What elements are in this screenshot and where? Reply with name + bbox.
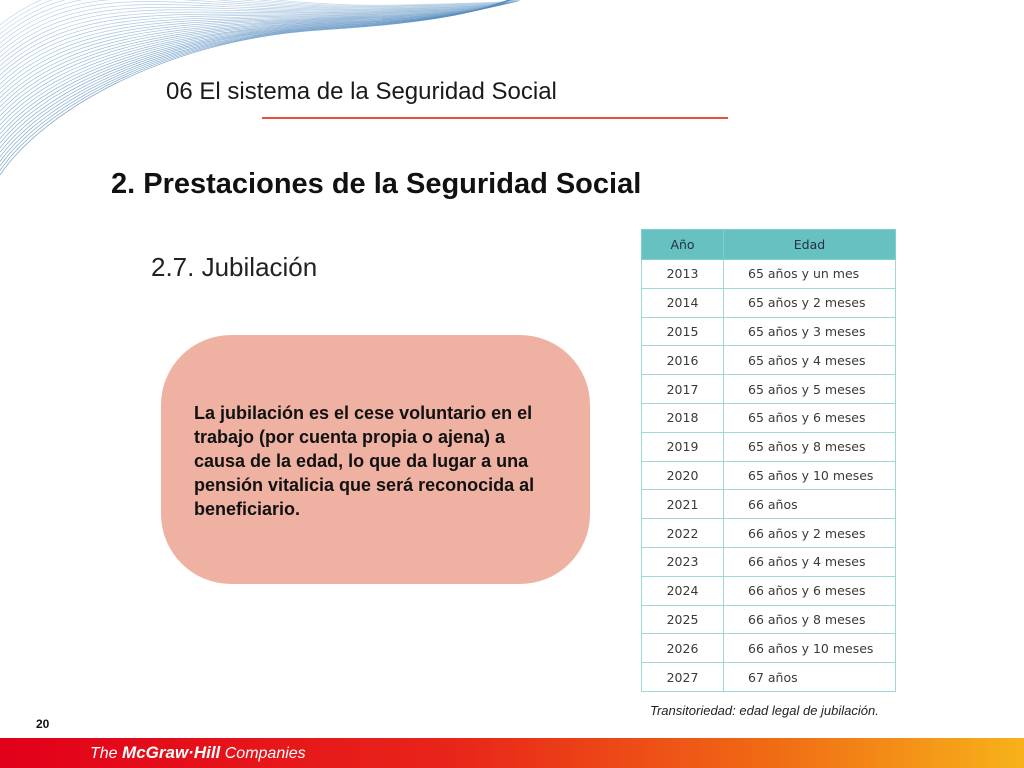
table-row: [642, 432, 896, 461]
table-row: [642, 547, 896, 576]
age-cell: 65 años y 8 meses: [724, 432, 896, 461]
age-cell: 65 años y un mes: [724, 260, 896, 289]
table-caption: Transitoriedad: edad legal de jubilación.: [650, 703, 879, 718]
year-cell: 2017: [642, 375, 724, 404]
age-cell: 66 años y 10 meses: [724, 634, 896, 663]
page-number: 20: [36, 717, 50, 731]
age-cell: 66 años y 8 meses: [724, 605, 896, 634]
table-row: [642, 317, 896, 346]
chapter-divider: [262, 117, 728, 119]
age-cell: 66 años y 4 meses: [724, 547, 896, 576]
table-row: [642, 403, 896, 432]
year-cell: 2027: [642, 663, 724, 692]
age-cell: 67 años: [724, 663, 896, 692]
table-row: [642, 288, 896, 317]
column-header-year: Año: [642, 230, 724, 260]
year-cell: 2015: [642, 317, 724, 346]
definition-text: La jubilación es el cese voluntario en el trabajo (por cuenta propia o ajena) a causa de la edad, lo que da lugar a una pensión vitalicia que será reconocida al beneficiario.: [194, 403, 535, 519]
year-cell: 2018: [642, 403, 724, 432]
year-cell: 2014: [642, 288, 724, 317]
year-cell: 2024: [642, 576, 724, 605]
age-cell: 65 años y 6 meses: [724, 403, 896, 432]
column-header-age: Edad: [724, 230, 896, 260]
year-cell: 2016: [642, 346, 724, 375]
table-row: [642, 260, 896, 289]
logo-suffix: Companies: [224, 745, 306, 762]
age-cell: 65 años y 3 meses: [724, 317, 896, 346]
publisher-logo: [90, 743, 306, 763]
subsection-title: 2.7. Jubilación: [151, 252, 318, 282]
year-cell: 2026: [642, 634, 724, 663]
table-row: [642, 490, 896, 519]
age-cell: 65 años y 10 meses: [724, 461, 896, 490]
table-row: [642, 346, 896, 375]
year-cell: 2013: [642, 260, 724, 289]
year-cell: 2023: [642, 547, 724, 576]
age-cell: 65 años y 4 meses: [724, 346, 896, 375]
logo-brand: McGraw·Hill: [122, 743, 221, 762]
retirement-age-table-container: [641, 229, 896, 692]
section-title: 2. Prestaciones de la Seguridad Social: [111, 168, 642, 200]
table-row: [642, 375, 896, 404]
age-cell: 65 años y 2 meses: [724, 288, 896, 317]
definition-callout: [161, 335, 590, 584]
age-cell: 66 años y 6 meses: [724, 576, 896, 605]
table-header-row: [642, 230, 896, 260]
table-row: [642, 576, 896, 605]
table-row: [642, 605, 896, 634]
year-cell: 2025: [642, 605, 724, 634]
table-row: [642, 634, 896, 663]
footer-bar: [0, 738, 1024, 768]
age-cell: 66 años y 2 meses: [724, 519, 896, 548]
chapter-title: 06 El sistema de la Seguridad Social: [166, 78, 557, 105]
table-row: [642, 519, 896, 548]
year-cell: 2020: [642, 461, 724, 490]
retirement-age-table: [641, 229, 896, 692]
age-cell: 66 años: [724, 490, 896, 519]
logo-prefix: The: [90, 745, 118, 762]
table-row: [642, 461, 896, 490]
wave-line: [0, 0, 520, 125]
table-row: [642, 663, 896, 692]
year-cell: 2019: [642, 432, 724, 461]
year-cell: 2022: [642, 519, 724, 548]
age-cell: 65 años y 5 meses: [724, 375, 896, 404]
year-cell: 2021: [642, 490, 724, 519]
